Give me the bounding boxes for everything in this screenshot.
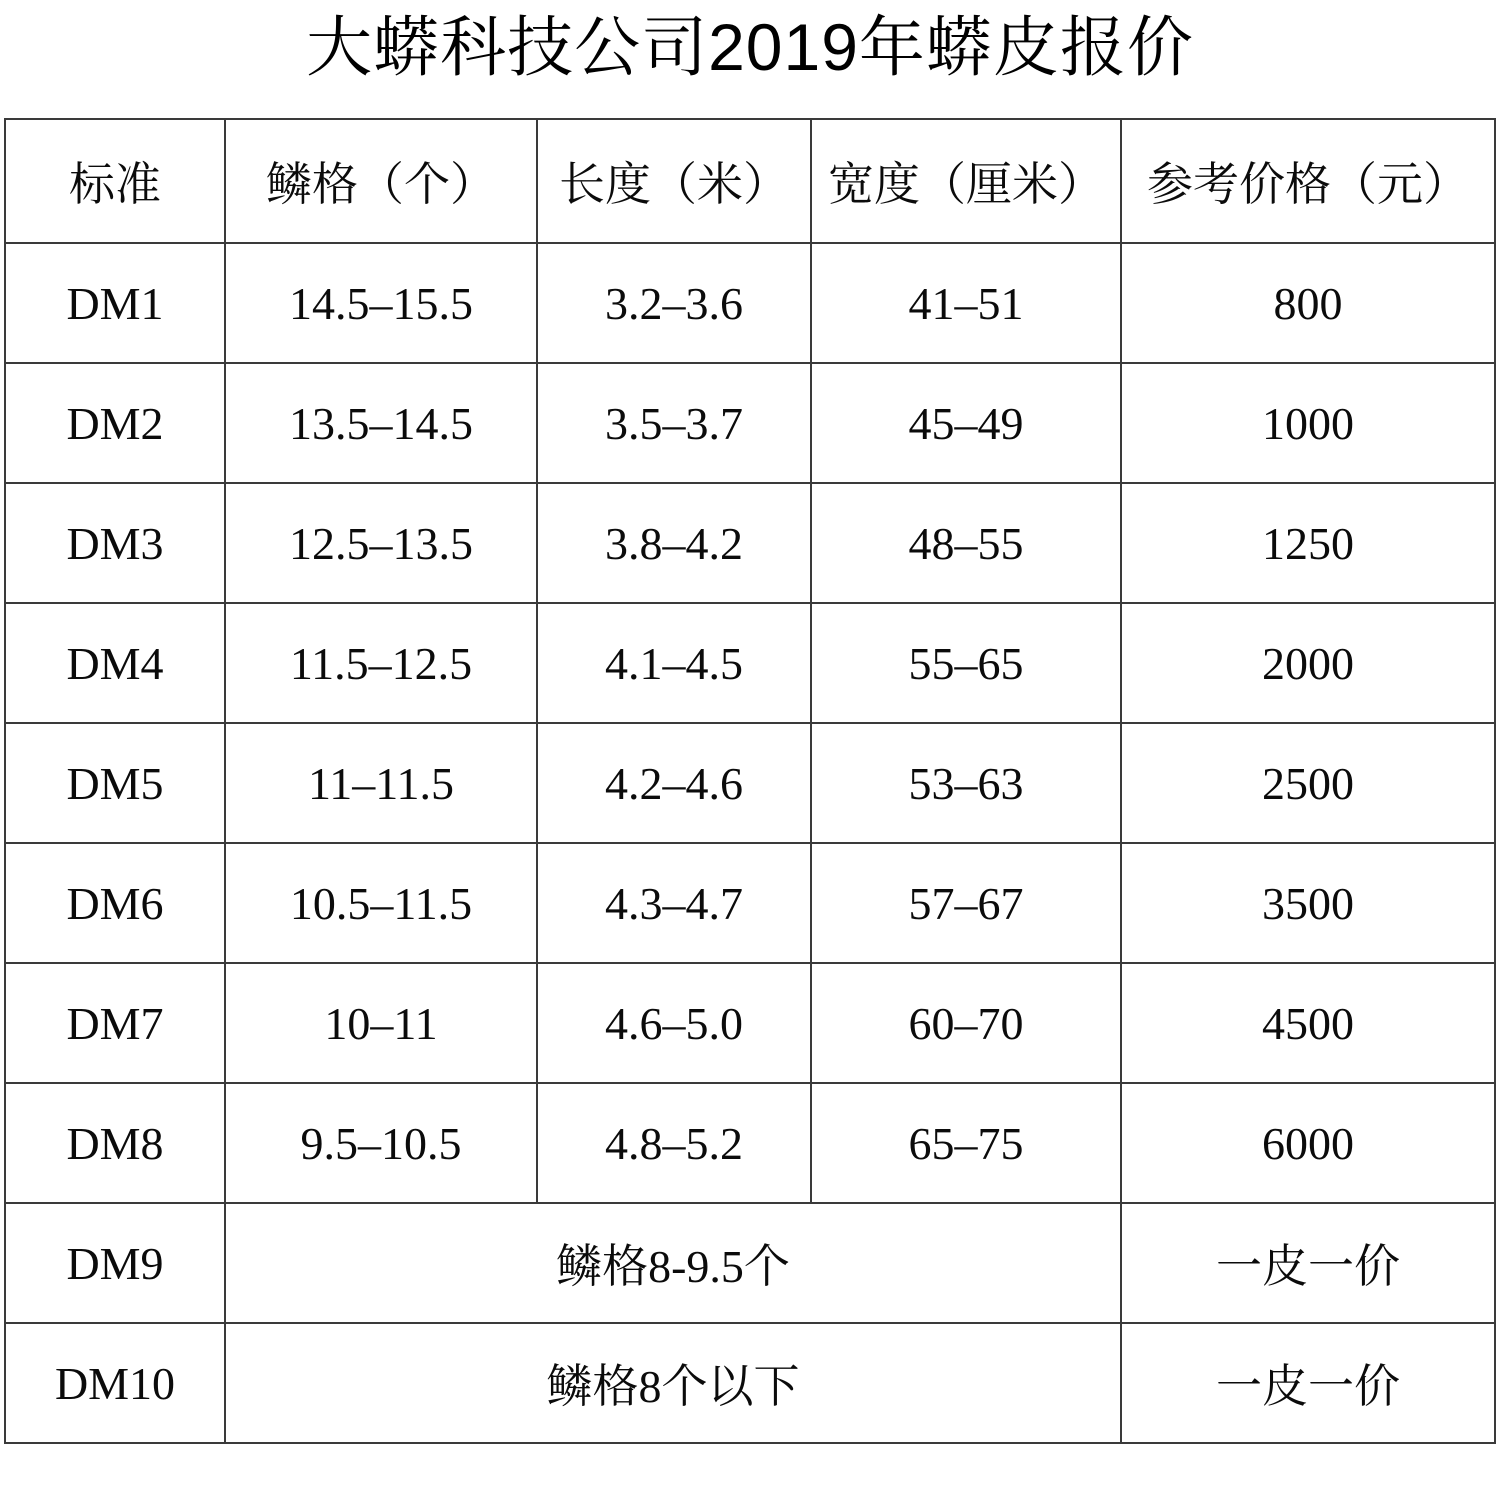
cell-standard: DM4 bbox=[5, 603, 225, 723]
cell-width: 55–65 bbox=[811, 603, 1121, 723]
table-row bbox=[5, 483, 1495, 603]
cell-standard: DM1 bbox=[5, 243, 225, 363]
table-header-row bbox=[5, 119, 1495, 243]
cell-length: 4.6–5.0 bbox=[537, 963, 811, 1083]
table-row bbox=[5, 723, 1495, 843]
cell-length: 3.8–4.2 bbox=[537, 483, 811, 603]
cell-length: 3.2–3.6 bbox=[537, 243, 811, 363]
cell-price: 6000 bbox=[1121, 1083, 1495, 1203]
cell-standard: DM7 bbox=[5, 963, 225, 1083]
cell-width: 60–70 bbox=[811, 963, 1121, 1083]
cell-price: 4500 bbox=[1121, 963, 1495, 1083]
header-reference-price: 参考价格（元） bbox=[1121, 119, 1495, 243]
header-scale-count: 鳞格（个） bbox=[225, 119, 537, 243]
cell-standard: DM10 bbox=[5, 1323, 225, 1443]
cell-width: 53–63 bbox=[811, 723, 1121, 843]
cell-width: 45–49 bbox=[811, 363, 1121, 483]
cell-price: 一皮一价 bbox=[1121, 1323, 1495, 1443]
table-row bbox=[5, 243, 1495, 363]
cell-price: 800 bbox=[1121, 243, 1495, 363]
page-title: 大蟒科技公司2019年蟒皮报价 bbox=[306, 10, 1194, 84]
cell-scale: 11–11.5 bbox=[225, 723, 537, 843]
table-body bbox=[5, 119, 1495, 1443]
cell-price: 一皮一价 bbox=[1121, 1203, 1495, 1323]
cell-length: 4.2–4.6 bbox=[537, 723, 811, 843]
table-row bbox=[5, 363, 1495, 483]
cell-merged-description: 鳞格8个以下 bbox=[225, 1323, 1121, 1443]
cell-width: 65–75 bbox=[811, 1083, 1121, 1203]
cell-length: 3.5–3.7 bbox=[537, 363, 811, 483]
header-standard: 标准 bbox=[5, 119, 225, 243]
cell-standard: DM3 bbox=[5, 483, 225, 603]
cell-scale: 10.5–11.5 bbox=[225, 843, 537, 963]
cell-scale: 12.5–13.5 bbox=[225, 483, 537, 603]
cell-standard: DM6 bbox=[5, 843, 225, 963]
cell-standard: DM9 bbox=[5, 1203, 225, 1323]
cell-width: 57–67 bbox=[811, 843, 1121, 963]
cell-standard: DM8 bbox=[5, 1083, 225, 1203]
table-row bbox=[5, 963, 1495, 1083]
cell-merged-description: 鳞格8-9.5个 bbox=[225, 1203, 1121, 1323]
cell-width: 41–51 bbox=[811, 243, 1121, 363]
cell-price: 1250 bbox=[1121, 483, 1495, 603]
table-row-merged bbox=[5, 1323, 1495, 1443]
cell-length: 4.3–4.7 bbox=[537, 843, 811, 963]
header-length: 长度（米） bbox=[537, 119, 811, 243]
cell-price: 2500 bbox=[1121, 723, 1495, 843]
python-skin-price-table bbox=[4, 118, 1496, 1444]
table-row-merged bbox=[5, 1203, 1495, 1323]
header-width: 宽度（厘米） bbox=[811, 119, 1121, 243]
cell-price: 3500 bbox=[1121, 843, 1495, 963]
cell-standard: DM2 bbox=[5, 363, 225, 483]
cell-length: 4.1–4.5 bbox=[537, 603, 811, 723]
cell-price: 2000 bbox=[1121, 603, 1495, 723]
cell-length: 4.8–5.2 bbox=[537, 1083, 811, 1203]
cell-scale: 9.5–10.5 bbox=[225, 1083, 537, 1203]
cell-scale: 11.5–12.5 bbox=[225, 603, 537, 723]
cell-standard: DM5 bbox=[5, 723, 225, 843]
table-row bbox=[5, 843, 1495, 963]
cell-price: 1000 bbox=[1121, 363, 1495, 483]
cell-scale: 10–11 bbox=[225, 963, 537, 1083]
table-row bbox=[5, 603, 1495, 723]
cell-width: 48–55 bbox=[811, 483, 1121, 603]
cell-scale: 14.5–15.5 bbox=[225, 243, 537, 363]
cell-scale: 13.5–14.5 bbox=[225, 363, 537, 483]
table-row bbox=[5, 1083, 1495, 1203]
